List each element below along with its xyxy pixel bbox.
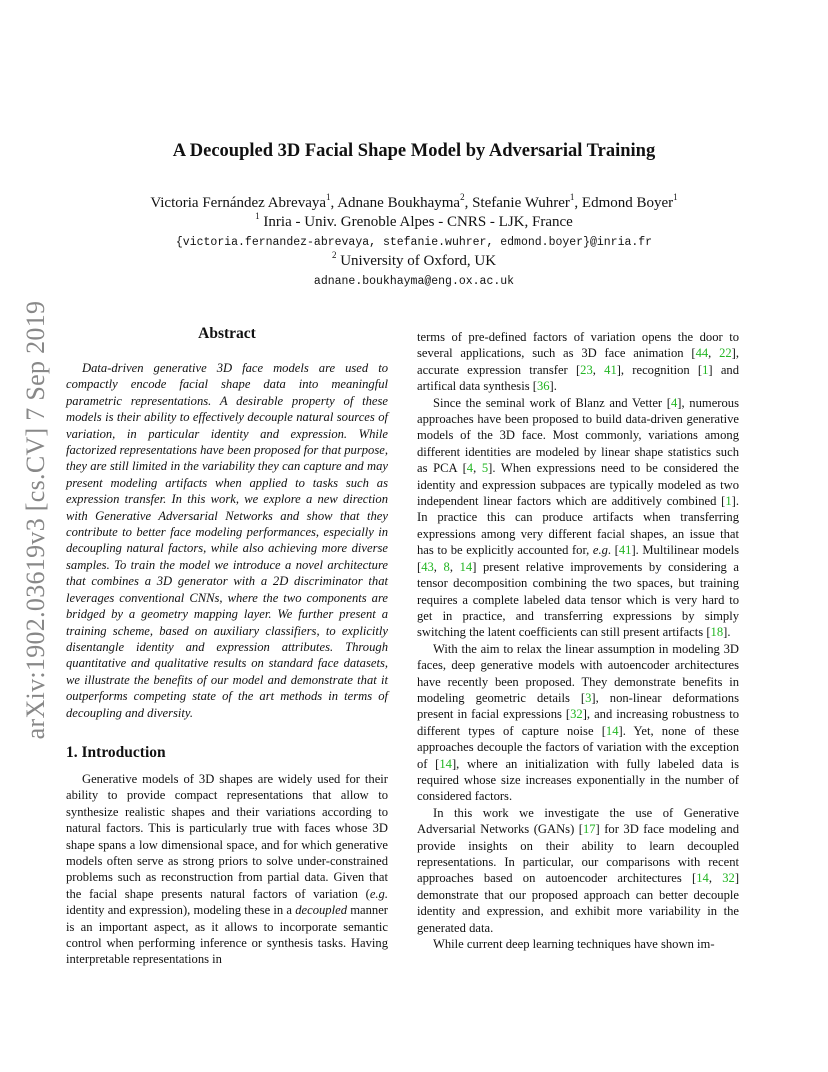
citation-link[interactable]: 36	[536, 379, 550, 394]
citation-link[interactable]: 32	[722, 871, 735, 886]
citation-link[interactable]: 4	[466, 461, 474, 476]
affiliation-text: Inria - Univ. Grenoble Alpes - CNRS - LJK, France	[259, 214, 573, 230]
citation-link[interactable]: 41	[618, 543, 632, 558]
citation-link[interactable]: 41	[604, 362, 617, 377]
citation-link[interactable]: 18	[710, 625, 724, 640]
affiliation-text: University of Oxford, UK	[336, 253, 497, 269]
right-paragraph-5: While current deep learning techniques have shown im-	[433, 937, 715, 952]
citation-link[interactable]: 32	[570, 707, 583, 722]
citation-link[interactable]: 14	[696, 871, 709, 886]
paper-title: A Decoupled 3D Facial Shape Model by Adversarial Training	[172, 141, 656, 161]
affiliation-marker: 1	[673, 192, 678, 202]
affiliation-marker: 1	[255, 211, 260, 221]
affiliation-marker: 1	[326, 192, 331, 202]
citation-link[interactable]: 14	[605, 723, 619, 738]
citation-link[interactable]: 3	[585, 690, 592, 705]
author-name: , Stefanie Wuhrer	[464, 195, 570, 211]
right-paragraph-3: With the aim to relax the linear assumption in modeling 3D faces, deep generative models with autoencoder architectures have recently been proposed. They demonstrate benefits in modeling geometric details [3], non-linear deformations present in facial expressions [32], and increasing robustness to different types of capture noise [14]. Yet, none of these approaches decouple the factors of variation with the exception of [14], where an initialization with fully labeled data is required whose size increases exponentially in the number of considered factors.	[417, 641, 740, 804]
author-name: , Adnane Boukhayma	[330, 195, 461, 211]
introduction-heading: 1. Introduction	[66, 744, 166, 761]
author-email-oxford: adnane.boukhayma@eng.ox.ac.uk	[313, 275, 515, 288]
abstract-paragraph: Data-driven generative 3D face models are used to compactly encode facial shape data into meaningful parametric representations. A desirable property of these models is their ability to effectively decouple natural sources of variation, in particular identity and expression. While factorized representations have been proposed for that purpose, they are still limited in the variability they can capture and may present modeling artifacts when applied to tasks such as expression transfer. In this work, we explore a new direction with Generative Adversarial Networks and show that they contribute to better face modeling performances, especially in decoupling natural factors, while also achieving more diverse samples. To train the model we introduce a novel architecture that combines a 3D generator with a 2D discriminator that leverages conventional CNNs, where the two components are bridged by a geometry mapping layer. We further present a training scheme, based on auxiliary classifiers, to explicitly disentangle identity and expression attributes. Through quantitative and qualitative results on standard face datasets, we illustrate the benefits of our model and demonstrate that it outperforms competing state of the art methods in terms of decoupling and diversity.	[66, 361, 388, 720]
citation-link[interactable]: 1	[702, 362, 709, 377]
citation-link[interactable]: 14	[459, 559, 473, 574]
citation-link[interactable]: 1	[725, 494, 732, 509]
abstract-heading: Abstract	[198, 325, 256, 342]
affiliation-marker: 1	[569, 192, 575, 202]
affiliation-2	[0, 250, 828, 270]
affiliation-marker: 2	[331, 250, 337, 260]
affiliation-marker: 2	[460, 192, 465, 202]
intro-paragraph-1: Generative models of 3D shapes are widely used for their ability to provide compact representations that allow to synthesize realistic shapes and their variations according to natural factors. This is particularly true with faces whose 3D shape spans a low dimensional space, and for which generative models often serve as strong priors to solve under-constrained problems such as reconstruction from partial data. Given that the facial shape presents natural factors of variation (e.g. identity and expression), modeling these in a decoupled manner is an important aspect, as it allows to incorporate semantic control when performing inference or synthesis tasks. Having interpretable representations in	[66, 772, 388, 967]
right-paragraph-2: Since the seminal work of Blanz and Vetter [4], numerous approaches have been proposed to build data-driven generative models of the 3D face. Most commonly, variations among different identities are modeled by linear shape statistics such as PCA [4, 5]. When expressions need to be considered the identity and expression subpaces are typically modeled as two independent linear factors which are additively combined [1]. In practice this can produce artifacts when transferring expressions among very different facial shapes, an issue that has to be explicitly accounted for, e.g. [41]. Multilinear models [43, 8, 14] present relative improvements by considering a tensor decomposition combining the two spaces, but training requires a complete labeled data tensor which is very hard to get in practice, and transferring expressions by simply switching the latent coefficients can still present artifacts [18].	[417, 395, 740, 640]
citation-link[interactable]: 44	[695, 346, 709, 361]
citation-link[interactable]: 23	[580, 362, 593, 377]
citation-link[interactable]: 22	[719, 346, 732, 361]
author-name: , Edmond Boyer	[574, 195, 674, 211]
arxiv-identifier: arXiv:1902.03619v3 [cs.CV] 7 Sep 2019	[21, 300, 50, 740]
abstract-body	[66, 360, 388, 721]
citation-link[interactable]: 8	[443, 559, 450, 574]
citation-link[interactable]: 14	[439, 756, 452, 771]
citation-link[interactable]: 5	[481, 461, 489, 476]
author-list	[0, 192, 828, 212]
right-paragraph-4: In this work we investigate the use of Generative Adversarial Networks (GANs) [17] for 3D face modeling and provide insights on their ability to learn decoupled representations. In particular, our comparisons with recent approaches based on autoencoder architectures [14, 32] demonstrate that our proposed approach can better decouple identity and expression, and exhibit more variability in the generated data.	[417, 805, 740, 935]
introduction-left-column	[66, 771, 388, 968]
right-paragraph-1: terms of pre-defined factors of variation opens the door to several applications, such as 3D face animation [44, 22], accurate expression transfer [23, 41], recognition [1] and artifical data synthesis [36].	[417, 330, 740, 394]
author-name: Victoria Fernández Abrevaya	[150, 195, 327, 211]
citation-link[interactable]: 4	[670, 395, 678, 410]
affiliation-1	[0, 211, 828, 231]
author-emails-inria: {victoria.fernandez-abrevaya, stefanie.wuhrer, edmond.boyer}@inria.fr	[175, 236, 653, 249]
citation-link[interactable]: 43	[421, 559, 434, 574]
citation-link[interactable]: 17	[582, 822, 596, 837]
right-column	[417, 329, 739, 952]
